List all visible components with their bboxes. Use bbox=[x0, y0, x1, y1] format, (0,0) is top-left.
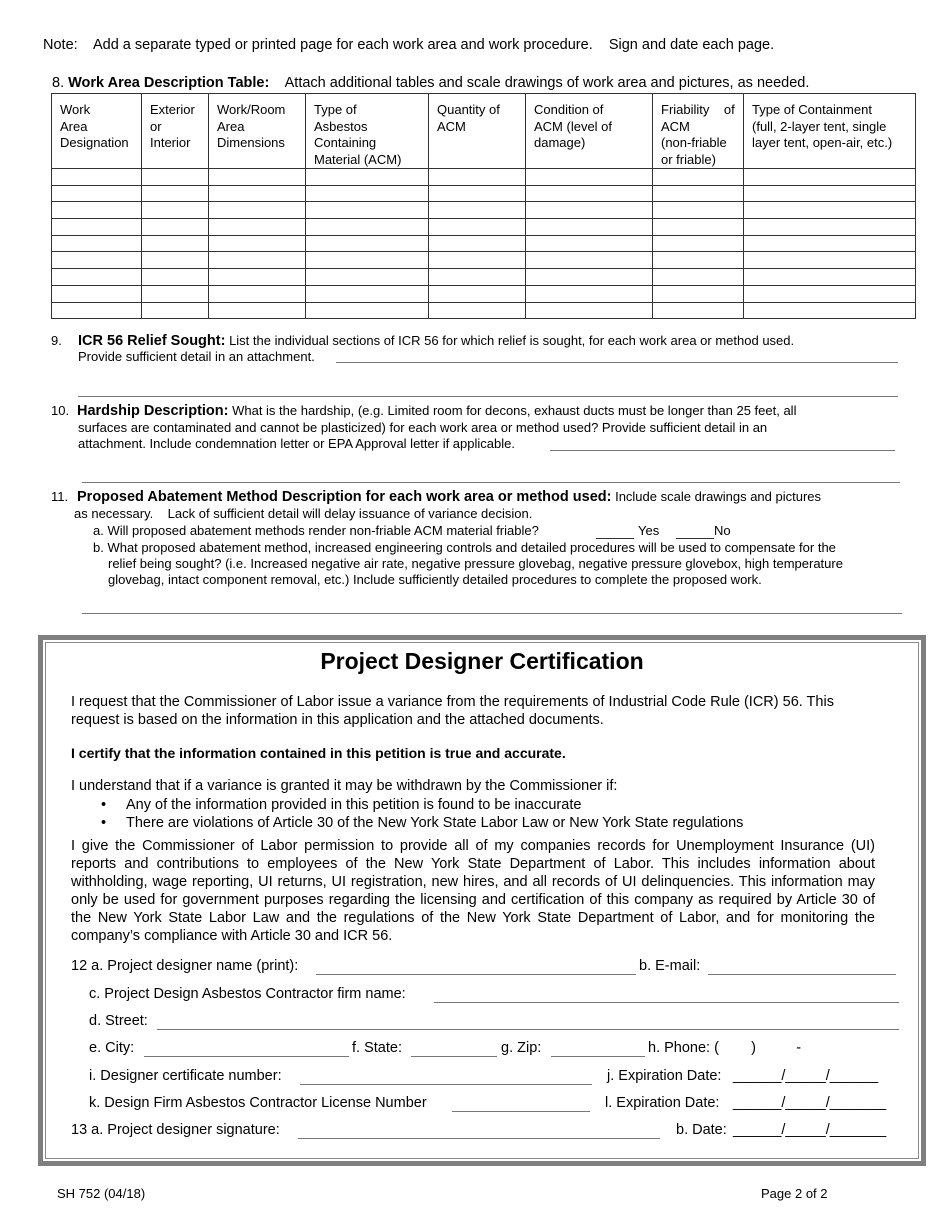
section-11a-no-label: No bbox=[714, 523, 731, 538]
col-header-acm-condition: Condition of ACM (level of damage) bbox=[526, 94, 653, 169]
table-cell[interactable] bbox=[744, 235, 916, 252]
table-cell[interactable] bbox=[653, 285, 744, 302]
table-cell[interactable] bbox=[52, 269, 142, 286]
table-cell[interactable] bbox=[142, 219, 209, 236]
certification-understand: I understand that if a variance is granted it may be withdrawn by the Commissioner if: bbox=[71, 778, 618, 794]
col-header-room-dimensions: Work/Room Area Dimensions bbox=[209, 94, 306, 169]
table-cell[interactable] bbox=[653, 202, 744, 219]
section-9-number: 9. bbox=[51, 333, 62, 348]
section-8-number: 8. bbox=[52, 75, 65, 91]
section-11a-question: a. Will proposed abatement methods render non-friable ACM material friable? bbox=[93, 523, 539, 538]
section-10-input-line1[interactable] bbox=[550, 450, 895, 451]
table-row bbox=[52, 302, 916, 319]
table-cell[interactable] bbox=[526, 235, 653, 252]
table-cell[interactable] bbox=[744, 285, 916, 302]
col-header-acm-friability: Friability of ACM (non-friable or friable) bbox=[653, 94, 744, 169]
city-label: e. City: bbox=[89, 1040, 135, 1056]
table-row bbox=[52, 202, 916, 219]
signature-date-input[interactable]: ______/_____/_______ bbox=[733, 1122, 887, 1138]
table-cell[interactable] bbox=[142, 269, 209, 286]
table-cell[interactable] bbox=[744, 185, 916, 202]
table-cell[interactable] bbox=[653, 219, 744, 236]
signature-label: 13 a. Project designer signature: bbox=[71, 1122, 280, 1138]
expiration-date-j-label: j. Expiration Date: bbox=[607, 1068, 722, 1084]
certification-statement: I certify that the information contained in this petition is true and accurate. bbox=[71, 745, 566, 761]
table-row bbox=[52, 269, 916, 286]
table-cell[interactable] bbox=[209, 169, 306, 186]
section-9-line2: Provide sufficient detail in an attachment. bbox=[78, 349, 315, 364]
email-input[interactable] bbox=[708, 974, 896, 975]
table-row bbox=[52, 285, 916, 302]
table-cell[interactable] bbox=[653, 235, 744, 252]
table-cell[interactable] bbox=[209, 202, 306, 219]
table-cell[interactable] bbox=[429, 252, 526, 269]
table-cell[interactable] bbox=[653, 269, 744, 286]
license-number-input[interactable] bbox=[452, 1111, 590, 1112]
street-input[interactable] bbox=[157, 1029, 899, 1030]
col-header-containment-type: Type of Containment (full, 2-layer tent, single layer tent, open-air, etc.) bbox=[744, 94, 916, 169]
state-input[interactable] bbox=[411, 1056, 497, 1057]
table-row bbox=[52, 169, 916, 186]
col-header-work-area-designation: Work Area Designation bbox=[52, 94, 142, 169]
table-cell[interactable] bbox=[142, 235, 209, 252]
col-header-exterior-interior: Exterior or Interior bbox=[142, 94, 209, 169]
zip-input[interactable] bbox=[551, 1056, 645, 1057]
page-number: Page 2 of 2 bbox=[761, 1186, 828, 1201]
section-10-line2: surfaces are contaminated and cannot be plasticized) for each work area or method used? Provide sufficient detail in an bbox=[78, 420, 768, 435]
table-row bbox=[52, 252, 916, 269]
table-cell[interactable] bbox=[526, 169, 653, 186]
table-cell[interactable] bbox=[429, 185, 526, 202]
form-id: SH 752 (04/18) bbox=[57, 1186, 146, 1201]
table-cell[interactable] bbox=[306, 202, 429, 219]
table-cell[interactable] bbox=[142, 169, 209, 186]
signature-date-label: b. Date: bbox=[676, 1122, 727, 1138]
table-cell[interactable] bbox=[52, 185, 142, 202]
table-cell[interactable] bbox=[142, 252, 209, 269]
table-cell[interactable] bbox=[52, 252, 142, 269]
table-cell[interactable] bbox=[744, 302, 916, 319]
section-10-line1: Hardship Description: What is the hardship, (e.g. Limited room for decons, exhaust ducts must be longer than 25 feet, all bbox=[77, 403, 797, 419]
table-cell[interactable] bbox=[526, 269, 653, 286]
withdrawal-condition: Any of the information provided in this petition is found to be inaccurate bbox=[126, 797, 582, 813]
section-10-number: 10. bbox=[51, 403, 70, 418]
section-9-line1: ICR 56 Relief Sought: List the individual sections of ICR 56 for which relief is sought, for each work area or method used. bbox=[78, 333, 795, 349]
section-9-title: ICR 56 Relief Sought: bbox=[78, 333, 226, 349]
section-11a-yes-label: Yes bbox=[638, 523, 660, 538]
section-11-input-line[interactable] bbox=[82, 613, 902, 614]
table-cell[interactable] bbox=[429, 235, 526, 252]
table-cell[interactable] bbox=[429, 202, 526, 219]
section-8-heading bbox=[52, 75, 809, 91]
table-cell[interactable] bbox=[209, 285, 306, 302]
section-11b-line2: relief being sought? (i.e. Increased negative air rate, negative pressure glovebag, negative pressure glovebox, high temperature bbox=[108, 556, 843, 571]
table-cell[interactable] bbox=[429, 302, 526, 319]
section-9-input-line1[interactable] bbox=[336, 362, 898, 363]
table-cell[interactable] bbox=[209, 235, 306, 252]
table-cell[interactable] bbox=[209, 185, 306, 202]
section-8-title: Work Area Description Table: bbox=[68, 75, 270, 91]
expiration-date-l-label: l. Expiration Date: bbox=[605, 1095, 720, 1111]
table-cell[interactable] bbox=[142, 185, 209, 202]
section-11-number: 11. bbox=[51, 489, 69, 504]
work-area-description-table bbox=[51, 93, 916, 319]
table-cell[interactable] bbox=[744, 219, 916, 236]
expiration-date-j-input[interactable]: ______/_____/______ bbox=[733, 1068, 879, 1084]
table-cell[interactable] bbox=[52, 202, 142, 219]
table-cell[interactable] bbox=[744, 269, 916, 286]
section-11-title: Proposed Abatement Method Description for each work area or method used: bbox=[77, 489, 612, 505]
table-cell[interactable] bbox=[526, 285, 653, 302]
table-cell[interactable] bbox=[209, 252, 306, 269]
bullet-icon: • bbox=[101, 815, 107, 831]
table-cell[interactable] bbox=[209, 302, 306, 319]
certification-request-line2: request is based on the information in this application and the attached documents. bbox=[71, 712, 604, 728]
email-label: b. E-mail: bbox=[639, 958, 701, 974]
expiration-date-l-input[interactable]: ______/_____/_______ bbox=[733, 1095, 887, 1111]
signature-input[interactable] bbox=[298, 1138, 660, 1139]
firm-name-input[interactable] bbox=[434, 1002, 899, 1003]
table-cell[interactable] bbox=[526, 252, 653, 269]
certification-permission-paragraph: I give the Commissioner of Labor permission to provide all of my companies records for Unemployment Insurance (UI) reports and contributions to employees of the New York State Department of Labor. This includes information about withholding, wage reporting, UI returns, UI registration, new hires, and all records of UI delinquencies. This information may only be used for government purposes regarding the licensing and certification of this company as required by Article 30 of the New York State Labor Law and the regulations of the New York State Department of Labor, and for monitoring the company’s compliance with Article 30 and ICR 56. bbox=[71, 838, 875, 944]
table-cell[interactable] bbox=[653, 169, 744, 186]
table-cell[interactable] bbox=[429, 219, 526, 236]
bullet-icon: • bbox=[101, 797, 107, 813]
table-cell[interactable] bbox=[209, 269, 306, 286]
certification-title: Project Designer Certification bbox=[320, 648, 644, 674]
table-cell[interactable] bbox=[142, 285, 209, 302]
table-cell[interactable] bbox=[526, 302, 653, 319]
section-10-line3: attachment. Include condemnation letter or EPA Approval letter if applicable. bbox=[78, 436, 515, 451]
section-11a-no-blank[interactable] bbox=[676, 538, 714, 539]
section-10-title: Hardship Description: bbox=[77, 403, 229, 419]
firm-name-label: c. Project Design Asbestos Contractor firm name: bbox=[89, 986, 406, 1002]
table-cell[interactable] bbox=[526, 219, 653, 236]
cert-number-input[interactable] bbox=[300, 1084, 592, 1085]
license-number-label: k. Design Firm Asbestos Contractor License Number bbox=[89, 1095, 427, 1111]
table-cell[interactable] bbox=[306, 235, 429, 252]
zip-label: g. Zip: bbox=[501, 1040, 542, 1056]
withdrawal-condition: There are violations of Article 30 of the New York State Labor Law or New York State regulations bbox=[126, 815, 744, 831]
table-cell[interactable] bbox=[52, 285, 142, 302]
table-cell[interactable] bbox=[306, 302, 429, 319]
table-cell[interactable] bbox=[429, 285, 526, 302]
table-cell[interactable] bbox=[526, 185, 653, 202]
table-row bbox=[52, 235, 916, 252]
table-cell[interactable] bbox=[52, 169, 142, 186]
section-10-input-line2[interactable] bbox=[82, 482, 900, 483]
phone-label[interactable]: h. Phone: ( ) - bbox=[648, 1040, 802, 1056]
col-header-acm-quantity: Quantity of ACM bbox=[429, 94, 526, 169]
table-cell[interactable] bbox=[142, 202, 209, 219]
certification-request-line1: I request that the Commissioner of Labor issue a variance from the requirements of Industrial Code Rule (ICR) 56. This bbox=[71, 694, 834, 710]
section-11a-yes-blank[interactable] bbox=[596, 538, 634, 539]
table-cell[interactable] bbox=[306, 169, 429, 186]
table-row bbox=[52, 185, 916, 202]
table-cell[interactable] bbox=[429, 169, 526, 186]
table-cell[interactable] bbox=[526, 202, 653, 219]
designer-name-input[interactable] bbox=[316, 974, 636, 975]
table-cell[interactable] bbox=[653, 302, 744, 319]
section-9-input-line2[interactable] bbox=[78, 396, 898, 397]
cert-number-label: i. Designer certificate number: bbox=[89, 1068, 282, 1084]
section-8-instructions: Attach additional tables and scale drawings of work area and pictures, as needed. bbox=[284, 75, 810, 91]
table-cell[interactable] bbox=[142, 302, 209, 319]
table-cell[interactable] bbox=[306, 252, 429, 269]
table-cell[interactable] bbox=[429, 269, 526, 286]
street-label: d. Street: bbox=[89, 1013, 148, 1029]
section-11b-line3: glovebag, intact component removal, etc.) Include sufficiently detailed procedures to complete the proposed work. bbox=[108, 572, 762, 587]
section-11-line1: Proposed Abatement Method Description for each work area or method used: Include scale drawings and pictures bbox=[77, 489, 822, 505]
city-input[interactable] bbox=[144, 1056, 349, 1057]
table-cell[interactable] bbox=[52, 219, 142, 236]
table-row bbox=[52, 219, 916, 236]
designer-name-label: 12 a. Project designer name (print): bbox=[71, 958, 299, 974]
table-cell[interactable] bbox=[306, 185, 429, 202]
table-cell[interactable] bbox=[653, 185, 744, 202]
table-body bbox=[52, 169, 916, 319]
section-11b-line1: b. What proposed abatement method, increased engineering controls and detailed procedures will be used to compensate for the bbox=[93, 540, 836, 555]
table-cell[interactable] bbox=[52, 302, 142, 319]
table-cell[interactable] bbox=[744, 202, 916, 219]
table-cell[interactable] bbox=[306, 219, 429, 236]
table-cell[interactable] bbox=[52, 235, 142, 252]
table-cell[interactable] bbox=[209, 219, 306, 236]
col-header-acm-type: Type of Asbestos Containing Material (ACM) bbox=[306, 94, 429, 169]
table-cell[interactable] bbox=[653, 252, 744, 269]
table-cell[interactable] bbox=[744, 252, 916, 269]
table-cell[interactable] bbox=[306, 285, 429, 302]
table-cell[interactable] bbox=[744, 169, 916, 186]
table-cell[interactable] bbox=[306, 269, 429, 286]
page-note: Note: Add a separate typed or printed page for each work area and work procedure. Sign and date each page. bbox=[43, 37, 775, 53]
state-label: f. State: bbox=[352, 1040, 402, 1056]
section-11-line2: as necessary. Lack of sufficient detail will delay issuance of variance decision. bbox=[74, 506, 533, 521]
table-header-row bbox=[52, 94, 916, 169]
